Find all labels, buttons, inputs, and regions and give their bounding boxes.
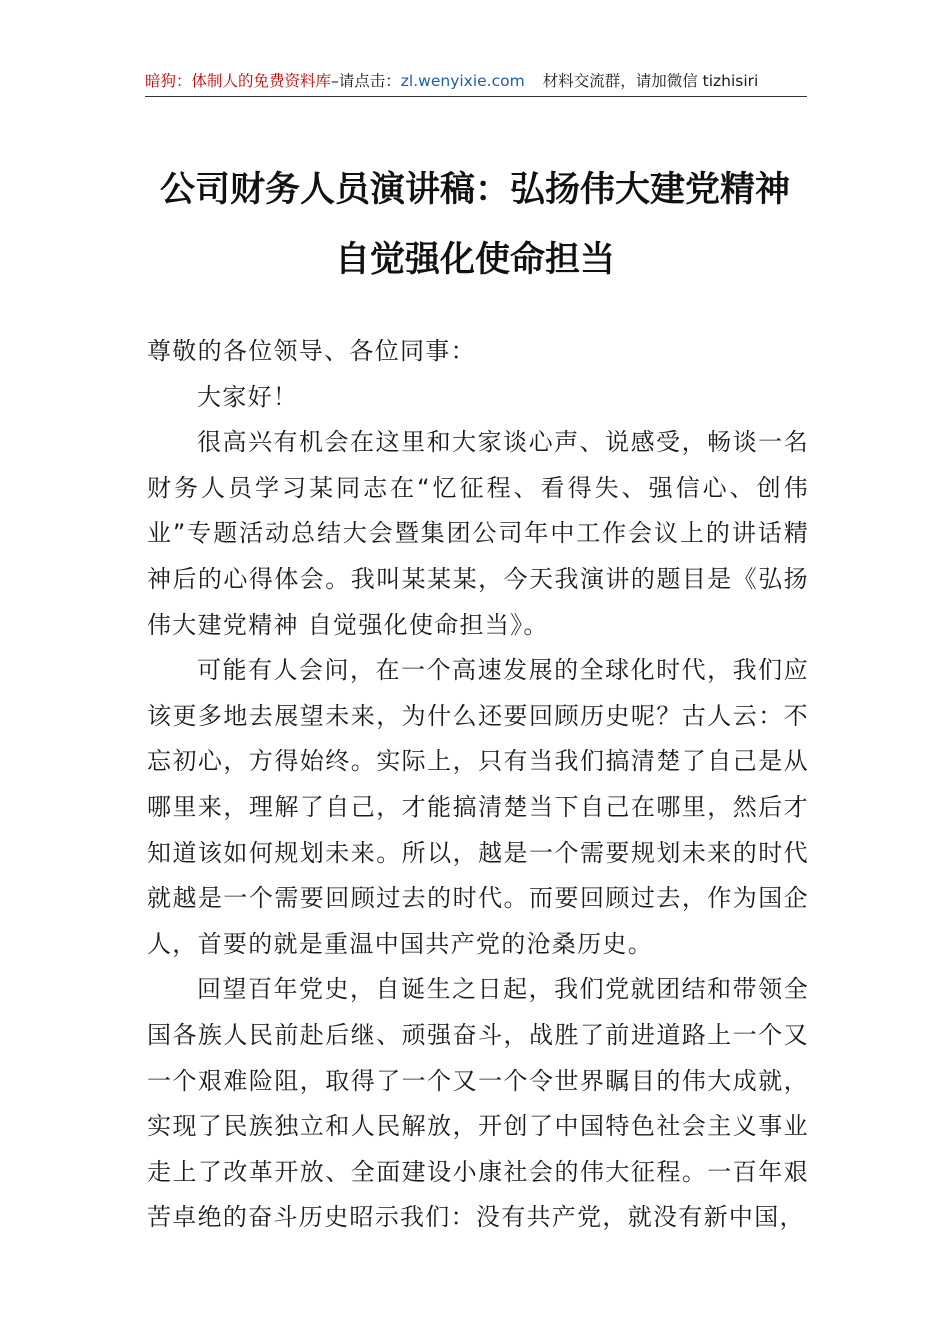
header-contact: 材料交流群，请加微信 tizhisiri [542, 72, 759, 90]
document-title-line-1: 公司财务人员演讲稿：弘扬伟大建党精神 [159, 169, 790, 210]
paragraph-1: 很高兴有机会在这里和大家谈心声、说感受，畅谈一名财务人员学习某同志在“忆征程、看得失、强信心、创伟业”专题活动总结大会暨集团公司年中工作会议上的讲话精神后的心得体会。我叫某某某，今天我演讲的题目是《弘扬伟大建党精神 自觉强化使命担当》。 [147, 428, 809, 639]
document-body [147, 329, 809, 1241]
header-prompt: –请点击： [331, 72, 401, 90]
greeting: 大家好！ [197, 382, 299, 411]
page-header [145, 68, 807, 97]
salutation: 尊敬的各位领导、各位同事： [147, 337, 476, 365]
paragraph-2: 可能有人会问，在一个高速发展的全球化时代，我们应该更多地去展望未来，为什么还要回顾历史呢？古人云：不忘初心，方得始终。实际上，只有当我们搞清楚了自己是从哪里来，理解了自己，才能搞清楚当下自己在哪里，然后才知道该如何规划未来。所以，越是一个需要规划未来的时代就越是一个需要回顾过去的时代。而要回顾过去，作为国企人，首要的就是重温中国共产党的沧桑历史。 [147, 656, 809, 958]
header-brand: 暗狗：体制人的免费资料库 [145, 72, 332, 90]
paragraph-3: 回望百年党史，自诞生之日起，我们党就团结和带领全国各族人民前赴后继、顽强奋斗，战胜了前进道路上一个又一个艰难险阻，取得了一个又一个令世界瞩目的伟大成就，实现了民族独立和人民解放，开创了中国特色社会主义事业走上了改革开放、全面建设小康社会的伟大征程。一百年艰苦卓绝的奋斗历史昭示我们：没有共产党，就没有新中国， [147, 975, 809, 1232]
header-url-link[interactable]: zl.wenyixie.com [400, 72, 525, 90]
document-title-line-2: 自觉强化使命担当 [334, 239, 615, 280]
